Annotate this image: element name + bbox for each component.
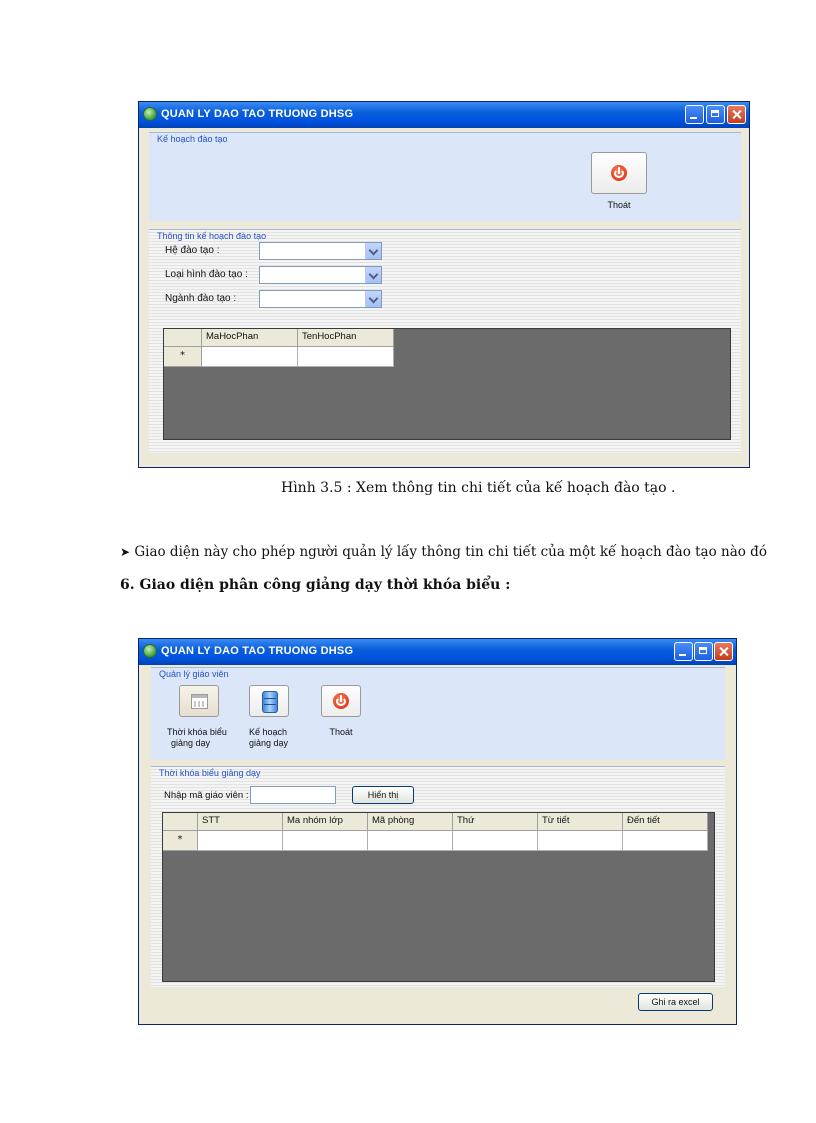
maximize-button[interactable]: [706, 105, 725, 124]
minimize-button[interactable]: [685, 105, 704, 124]
loai-hinh-dao-tao-select[interactable]: [259, 266, 382, 284]
figure-caption: Hình 3.5 : Xem thông tin chi tiết của kế hoạch đào tạo .: [281, 480, 676, 496]
app-icon: [143, 107, 157, 121]
grid-cell[interactable]: [623, 831, 708, 851]
exit-button-label: Thoát: [329, 727, 353, 737]
column-header[interactable]: STT: [198, 813, 283, 831]
grid-corner-header: [163, 813, 198, 831]
window-thoi-khoa-bieu: [138, 638, 737, 1025]
title-bar[interactable]: [139, 102, 749, 128]
database-icon: [262, 691, 278, 713]
column-header[interactable]: Từ tiết: [538, 813, 623, 831]
close-button[interactable]: [714, 642, 733, 661]
loai-hinh-dao-tao-label: Loại hình đào tạo :: [165, 269, 248, 280]
nganh-dao-tao-label: Ngành đào tạo :: [165, 293, 237, 304]
quan-ly-giao-vien-group: [151, 667, 725, 760]
bullet-paragraph: [120, 544, 810, 560]
schedule-grid[interactable]: [162, 812, 715, 982]
grid-cell[interactable]: [198, 831, 283, 851]
window-ke-hoach-dao-tao: [138, 101, 750, 468]
column-header[interactable]: Đến tiết: [623, 813, 708, 831]
grid-cell[interactable]: [283, 831, 368, 851]
thoi-khoa-bieu-label-line1: Thời khóa biểu: [167, 727, 227, 737]
bullet-text: Giao diện này cho phép người quản lý lấy thông tin chi tiết của một kế hoạch đào tạo nào đó: [134, 544, 767, 560]
ke-hoach-label-line2: giảng dạy: [249, 738, 289, 748]
he-dao-tao-label: Hệ đào tạo :: [165, 245, 220, 256]
minimize-button[interactable]: [674, 642, 693, 661]
thong-tin-group: [149, 229, 741, 453]
exit-button[interactable]: [591, 152, 647, 194]
group-label: Thông tin kế hoạch đào tạo: [157, 231, 267, 241]
grid-cell[interactable]: [202, 347, 298, 367]
group-label: Kế hoạch đào tạo: [157, 134, 228, 144]
exit-button[interactable]: [321, 685, 361, 717]
grid-corner-header: [164, 329, 202, 347]
hoc-phan-grid[interactable]: [163, 328, 731, 440]
window-title: QUAN LY DAO TAO TRUONG DHSG: [161, 645, 354, 657]
thoi-khoa-bieu-group: [151, 766, 725, 987]
column-header[interactable]: Mã phòng: [368, 813, 453, 831]
ke-hoach-label-line1: Kế hoạch: [249, 727, 288, 737]
window-title: QUAN LY DAO TAO TRUONG DHSG: [161, 108, 354, 120]
new-row-marker[interactable]: *: [163, 831, 198, 851]
close-button[interactable]: [727, 105, 746, 124]
grid-cell[interactable]: [298, 347, 394, 367]
app-icon: [143, 644, 157, 658]
exit-button-label: Thoát: [607, 200, 631, 210]
column-header[interactable]: TenHocPhan: [298, 329, 394, 347]
column-header[interactable]: Thứ: [453, 813, 538, 831]
thoi-khoa-bieu-label-line2: giảng dạy: [171, 738, 211, 748]
he-dao-tao-select[interactable]: [259, 242, 382, 260]
nganh-dao-tao-select[interactable]: [259, 290, 382, 308]
title-bar[interactable]: [139, 639, 736, 665]
power-icon: [611, 165, 627, 181]
show-button[interactable]: Hiển thị: [352, 786, 414, 804]
chevron-down-icon[interactable]: [365, 267, 381, 283]
ke-hoach-button[interactable]: [249, 685, 289, 717]
column-header[interactable]: MaHocPhan: [202, 329, 298, 347]
grid-cell[interactable]: [538, 831, 623, 851]
power-icon: [333, 693, 349, 709]
ke-hoach-group: [149, 132, 741, 221]
thoi-khoa-bieu-button[interactable]: [179, 685, 219, 717]
chevron-down-icon[interactable]: [365, 291, 381, 307]
group-label: Quản lý giáo viên: [159, 669, 229, 679]
maximize-button[interactable]: [694, 642, 713, 661]
calendar-icon: [191, 694, 208, 709]
column-header[interactable]: Ma nhóm lớp: [283, 813, 368, 831]
teacher-id-label: Nhập mã giáo viên :: [164, 790, 249, 801]
export-excel-button[interactable]: Ghi ra excel: [638, 993, 713, 1011]
arrow-bullet-icon: ➤: [120, 545, 131, 559]
chevron-down-icon[interactable]: [365, 243, 381, 259]
grid-cell[interactable]: [368, 831, 453, 851]
new-row-marker[interactable]: *: [164, 347, 202, 367]
grid-cell[interactable]: [453, 831, 538, 851]
section-heading: 6. Giao diện phân công giảng dạy thời khóa biểu :: [120, 577, 511, 593]
teacher-id-input[interactable]: [250, 786, 336, 804]
group-label: Thời khóa biểu giảng dạy: [159, 768, 261, 778]
